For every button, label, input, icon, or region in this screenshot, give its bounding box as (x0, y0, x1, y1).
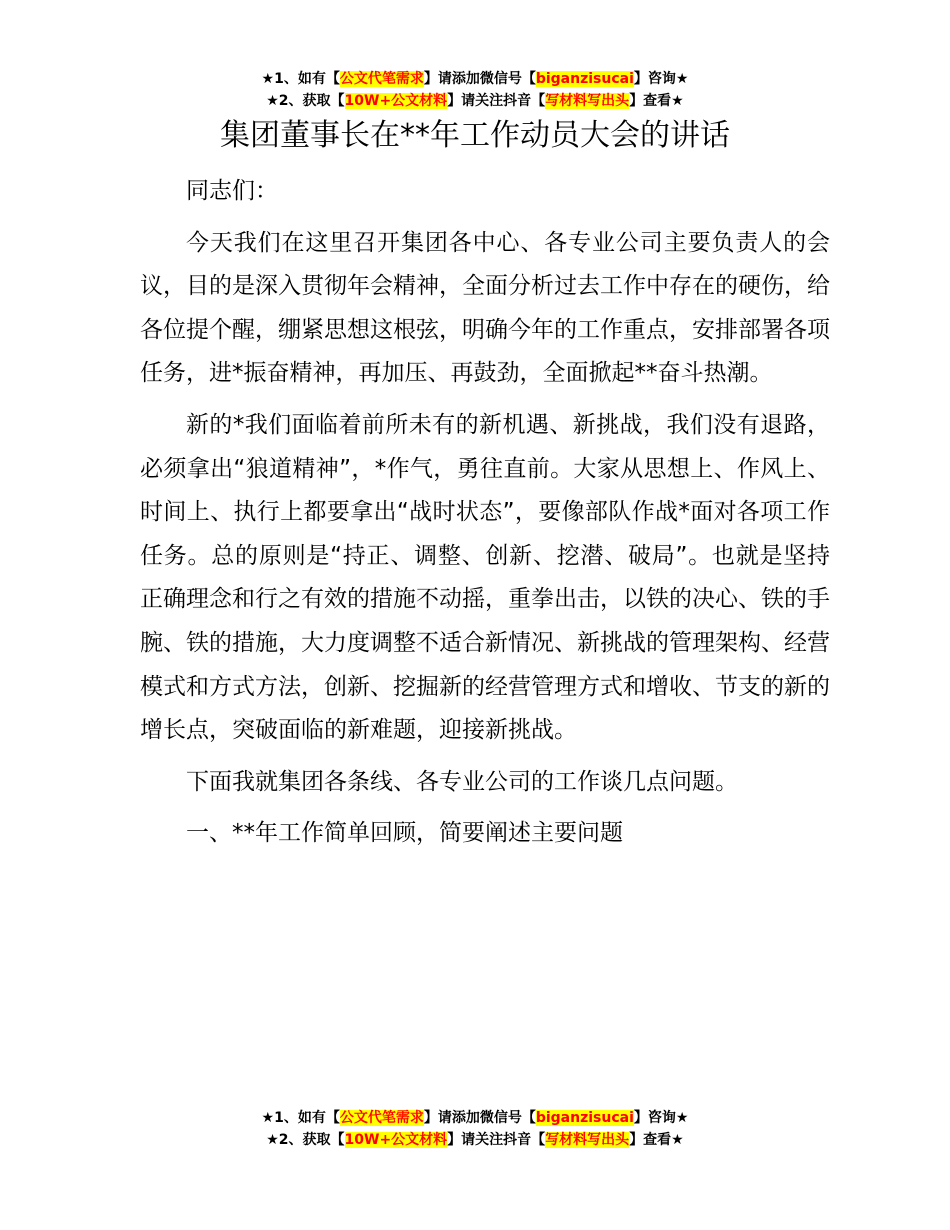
banner-text: 】查看★ (629, 1132, 684, 1148)
footer-banner (0, 1107, 950, 1151)
banner-text: 】请关注抖音【 (447, 93, 546, 109)
banner-line-2 (0, 1129, 950, 1151)
paragraph: 今天我们在这里召开集团各中心、各专业公司主要负责人的会议，目的是深入贯彻年会精神，全面分析过去工作中存在的硬伤，给各位提个醒，绷紧思想这根弦，明确今年的工作重点，安排部署各项任务，进*振奋精神，再加压、再鼓劲，全面掀起**奋斗热潮。 (140, 229, 830, 387)
banner-text: ★2、获取【 (266, 93, 345, 109)
banner-text: 】请添加微信号【 (423, 1110, 536, 1126)
section-heading: 一、**年工作简单回顾，简要阐述主要问题 (186, 820, 623, 847)
banner-text: 】咨询★ (633, 1110, 689, 1126)
banner-line-2 (0, 90, 950, 112)
banner-text: 】咨询★ (633, 71, 689, 87)
header-banner (0, 68, 950, 112)
banner-text: 】请关注抖音【 (447, 1132, 546, 1148)
banner-highlight: 写材料写出头 (545, 93, 630, 109)
banner-text: 】查看★ (629, 93, 684, 109)
banner-highlight: 公文代笔需求 (339, 71, 424, 87)
banner-text: ★1、如有【 (261, 1110, 340, 1126)
banner-highlight: 写材料写出头 (545, 1132, 630, 1148)
banner-highlight: biganzisucai (535, 1110, 634, 1126)
banner-highlight: 10W+公文材料 (344, 1132, 448, 1148)
salutation: 同志们： (186, 178, 278, 204)
document-title: 集团董事长在**年工作动员大会的讲话 (220, 118, 730, 153)
banner-line-1 (0, 68, 950, 90)
document-body (140, 170, 830, 864)
paragraph: 新的*我们面临着前所未有的新机遇、新挑战，我们没有退路，必须拿出“狼道精神”，*作气，勇往直前。大家从思想上、作风上、时间上、执行上都要拿出“战时状态”，要像部队作战*面对各项工作任务。总的原则是“持正、调整、创新、挖潜、破局”。也就是坚持正确理念和行之有效的措施不动摇，重拳出击，以铁的决心、铁的手腕、铁的措施，大力度调整不适合新情况、新挑战的管理架构、经营模式和方式方法，创新、挖掘新的经营管理方式和增收、节支的新的增长点，突破面临的新难题，迎接新挑战。 (140, 411, 830, 744)
banner-highlight: 10W+公文材料 (344, 93, 448, 109)
banner-text: 】请添加微信号【 (423, 71, 536, 87)
banner-line-1 (0, 1107, 950, 1129)
banner-highlight: biganzisucai (535, 71, 634, 87)
paragraph: 下面我就集团各条线、各专业公司的工作谈几点问题。 (186, 768, 738, 795)
banner-highlight: 公文代笔需求 (339, 1110, 424, 1126)
banner-text: ★1、如有【 (261, 71, 340, 87)
banner-text: ★2、获取【 (266, 1132, 345, 1148)
